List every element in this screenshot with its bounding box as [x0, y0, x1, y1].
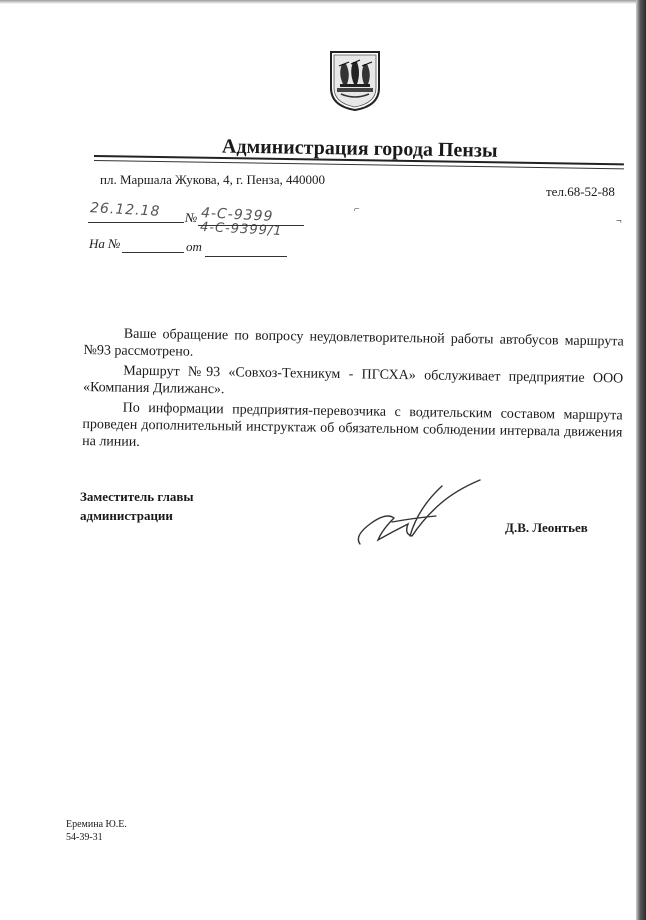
executor-name: Еремина Ю.Е.	[66, 819, 127, 830]
signer-position	[80, 487, 194, 525]
address-corner-mark-right: ¬	[616, 216, 622, 227]
handwritten-date: 26.12.18	[89, 200, 161, 220]
handwritten-number: 4-С-9399	[200, 205, 274, 225]
address: пл. Маршала Жукова, 4, г. Пенза, 440000	[100, 172, 325, 187]
handwritten-signature	[352, 474, 487, 552]
scan-top-edge	[0, 0, 646, 4]
letter-body	[82, 325, 624, 461]
number-underline	[198, 225, 304, 226]
address-corner-mark-left: ⌐	[354, 204, 360, 215]
reply-to-underline	[122, 252, 184, 253]
signer-position-line-2: администрации	[80, 508, 173, 523]
reply-to-label: На №	[89, 236, 121, 251]
body-paragraph-1: Ваше обращение по вопросу неудовлетворительной работы автобусов маршрута №93 рассмотрено.	[83, 326, 624, 360]
date-underline	[88, 222, 184, 223]
from-label: от	[186, 239, 202, 254]
from-underline	[205, 256, 287, 257]
handwritten-number-2: 4-С-9399/1	[199, 219, 283, 240]
body-paragraph-3: По информации предприятия-перевозчика с водительским составом маршрута проведен дополнительный инструктаж об обязательном соблюдении интервала движения на линии.	[82, 400, 623, 450]
scan-right-edge	[636, 0, 646, 920]
organization-title: Администрация города Пензы	[221, 135, 498, 162]
signer-position-line-1: Заместитель главы	[80, 489, 194, 504]
coat-of-arms-icon	[327, 48, 383, 112]
executor-info	[66, 818, 127, 844]
phone: тел.68-52-88	[546, 184, 615, 199]
body-paragraph-2: Маршрут №93 «Совхоз-Техникум - ПГСХА» обслуживает предприятие ООО «Компания Дилижанс».	[82, 363, 624, 398]
number-label: №	[185, 210, 198, 225]
executor-phone: 54-39-31	[66, 832, 103, 843]
signer-name: Д.В. Леонтьев	[505, 520, 588, 535]
